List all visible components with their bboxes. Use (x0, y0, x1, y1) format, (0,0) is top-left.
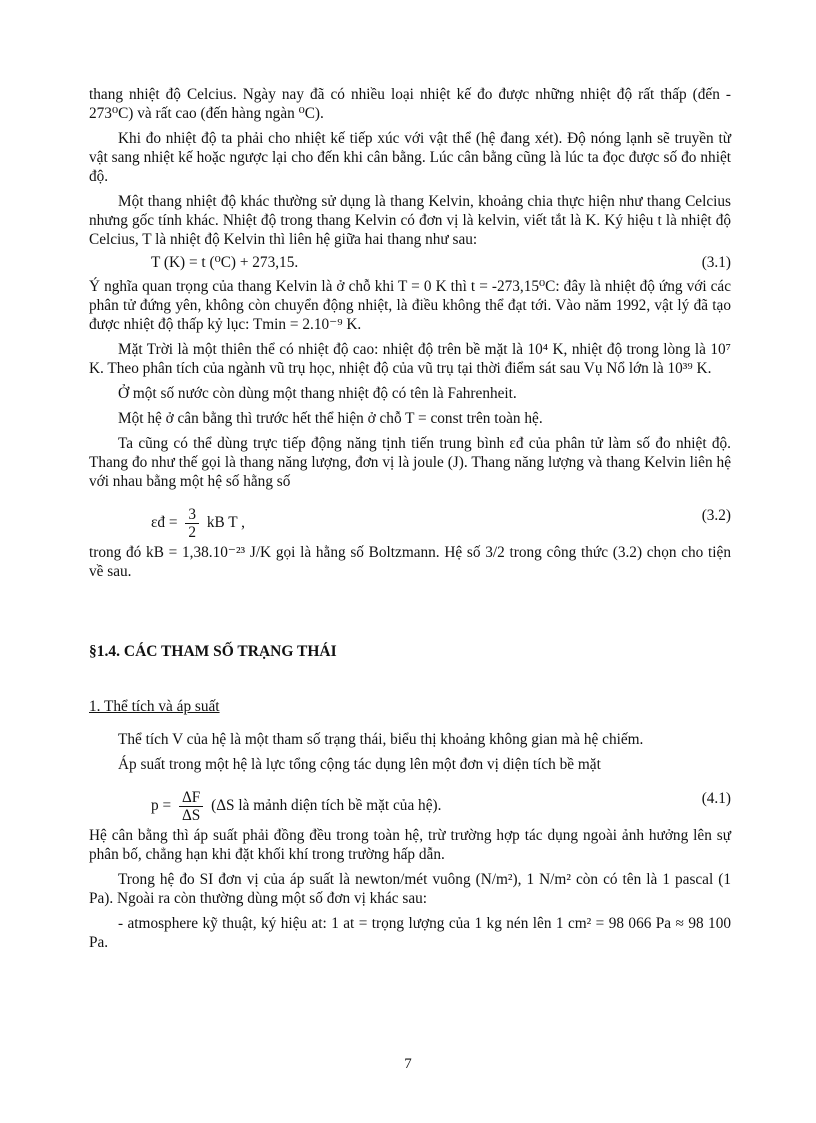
equation-3-2-numerator: 3 (185, 506, 199, 524)
equation-4-1-fraction (179, 789, 203, 824)
paragraph-11: Áp suất trong một hệ là lực tổng cộng tác dụng lên một đơn vị diện tích bề mặt (118, 756, 601, 773)
equation-3-2-body (151, 506, 245, 541)
equation-3-2-denominator: 2 (188, 524, 197, 541)
paragraph-3: Một thang nhiệt độ khác thường sử dụng là thang Kelvin, khoảng chia thực hiện như thang Celcius nhưng gốc tính khác. Nhiệt độ trong thang Kelvin có đơn vị là kelvin, viết tắt là K. Ký hiệu t là nhiệt độ Celcius, T là nhiệt độ Kelvin thì liên hệ giữa hai thang như sau: (89, 193, 731, 248)
paragraph-5: Mặt Trời là một thiên thể có nhiệt độ cao: nhiệt độ trên bề mặt là 10⁴ K, nhiệt độ trong lòng là 10⁷ K. Theo phân tích của ngành vũ trụ học, nhiệt độ của vũ trụ tại thời điểm sát sau Vụ Nổ lớn là 10³⁹ K. (89, 341, 731, 377)
equation-4-1 (89, 777, 731, 823)
equation-4-1-number: (4.1) (701, 790, 731, 807)
equation-3-2-lhs: εđ = (151, 514, 178, 532)
subsection-title: 1. Thể tích và áp suất (89, 698, 220, 715)
equation-4-1-lhs: p = (151, 797, 172, 815)
paragraph-9: trong đó kB = 1,38.10⁻²³ J/K gọi là hằng số Boltzmann. Hệ số 3/2 trong công thức (3.2) chọn cho tiện về sau. (89, 544, 731, 580)
equation-4-1-numerator: ΔF (179, 789, 203, 807)
paragraph-13: Trong hệ đo SI đơn vị của áp suất là newton/mét vuông (N/m²), 1 N/m² còn có tên là 1 pascal (1 Pa). Ngoài ra còn thường dùng một số đơn vị khác sau: (89, 871, 731, 907)
equation-3-1-body: T (K) = t (⁰C) + 273,15. (151, 254, 299, 271)
paragraph-1: thang nhiệt độ Celcius. Ngày nay đã có nhiều loại nhiệt kế đo được những nhiệt độ rất thấp (đến - 273⁰C) và rất cao (đến hàng ngàn ⁰C). (89, 86, 731, 122)
equation-3-2-fraction (185, 506, 199, 541)
paragraph-10: Thể tích V của hệ là một tham số trạng thái, biểu thị khoảng không gian mà hệ chiếm. (118, 731, 644, 748)
equation-4-1-denominator: ΔS (181, 807, 201, 824)
equation-3-2 (89, 494, 731, 540)
equation-3-1-number: (3.1) (701, 254, 731, 271)
document-body (89, 85, 731, 952)
equation-4-1-rhs: (ΔS là mảnh diện tích bề mặt của hệ). (211, 797, 442, 815)
paragraph-14: - atmosphere kỹ thuật, ký hiệu at: 1 at = trọng lượng của 1 kg nén lên 1 cm² = 98 066 Pa ≈ 98 100 Pa. (89, 915, 731, 951)
equation-3-1 (89, 252, 731, 274)
equation-3-2-rhs: kB T , (206, 514, 245, 532)
paragraph-8: Ta cũng có thể dùng trực tiếp động năng tịnh tiến trung bình εđ của phân tử làm số đo nhiệt độ. Thang đo như thế gọi là thang năng lượng, đơn vị là joule (J). Thang năng lượng và thang Kelvin liên hệ với nhau bằng một hệ số hằng số (89, 435, 731, 490)
equation-4-1-body (151, 789, 441, 824)
paragraph-6: Ở một số nước còn dùng một thang nhiệt độ có tên là Fahrenheit. (118, 385, 517, 402)
paragraph-7: Một hệ ở cân bằng thì trước hết thể hiện ở chỗ T = const trên toàn hệ. (118, 410, 543, 427)
page-number: 7 (404, 1056, 412, 1072)
equation-3-2-number: (3.2) (701, 507, 731, 524)
paragraph-2: Khi đo nhiệt độ ta phải cho nhiệt kế tiếp xúc với vật thể (hệ đang xét). Độ nóng lạnh sẽ truyền từ vật sang nhiệt kế hoặc ngược lại cho đến khi cân bằng. Lúc cân bằng cũng là lúc ta đọc được số đo nhiệt độ. (89, 130, 731, 185)
paragraph-4: Ý nghĩa quan trọng của thang Kelvin là ở chỗ khi T = 0 K thì t = -273,15⁰C: đây là nhiệt độ ứng với các phân tử đứng yên, không còn chuyển động nhiệt, là điều không thể đạt tới. Vào năm 1992, vật lý đã tạo được nhiệt độ thấp kỷ lục: Tmin = 2.10⁻⁹ K. (89, 278, 731, 333)
section-title: §1.4. CÁC THAM SỐ TRẠNG THÁI (89, 643, 337, 660)
paragraph-12: Hệ cân bằng thì áp suất phải đồng đều trong toàn hệ, trừ trường hợp tác dụng ngoài ảnh hưởng lên sự phân bố, chẳng hạn khi đặt khối khí trong trường hấp dẫn. (89, 827, 731, 863)
